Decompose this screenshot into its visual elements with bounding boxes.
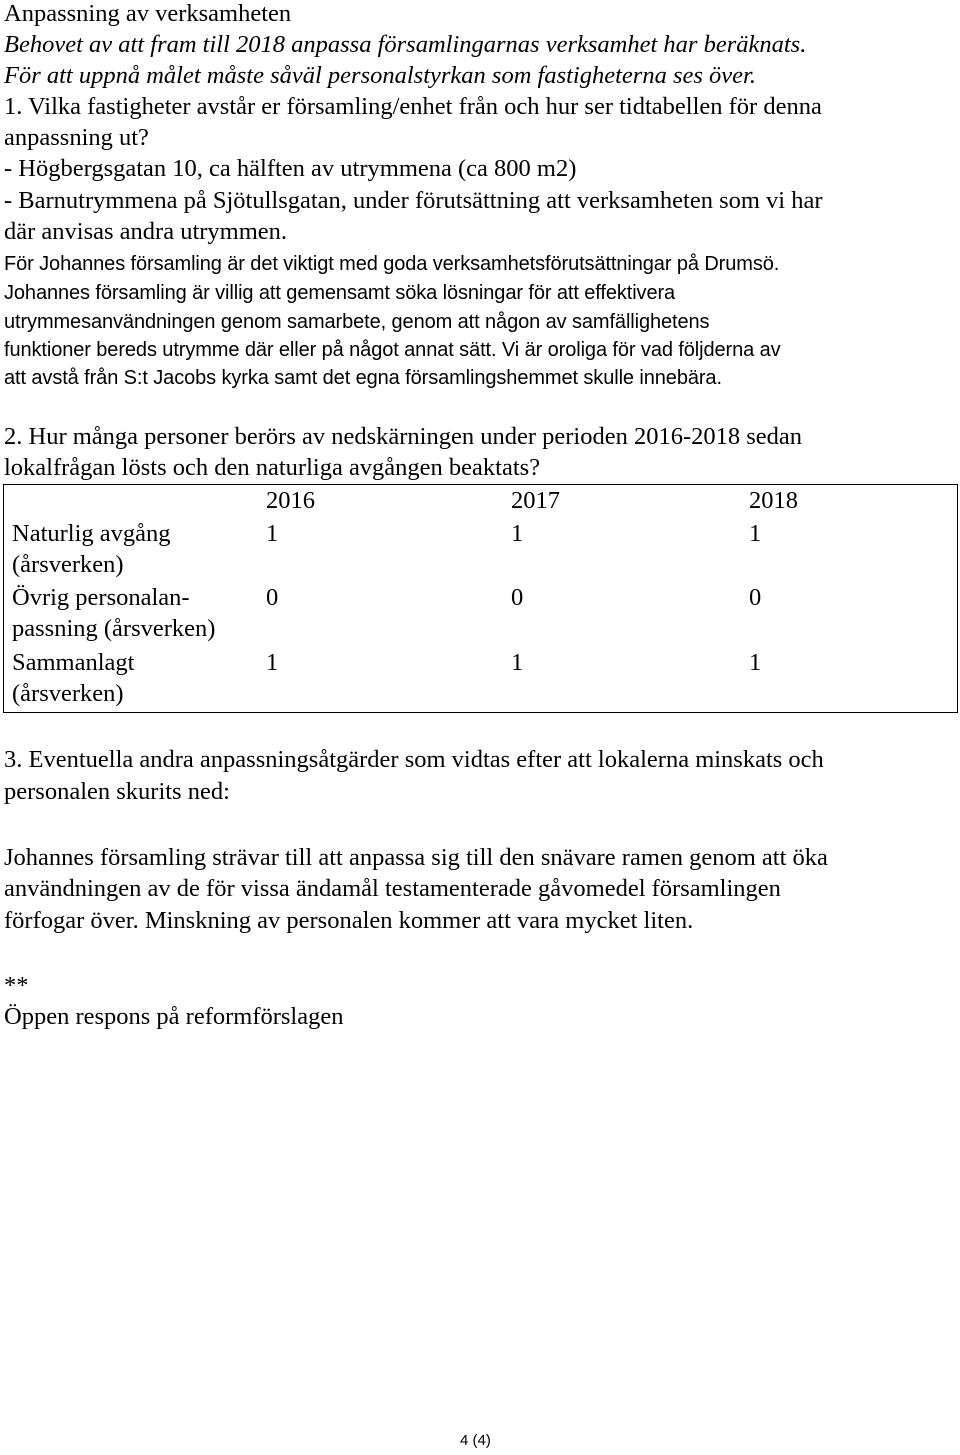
answer-1-line: där anvisas andra utrymmen. <box>4 218 288 245</box>
table-cell: 0 <box>266 584 279 611</box>
question-1-line: anpassning ut? <box>4 124 149 151</box>
table-cell: 1 <box>511 649 524 676</box>
table-cell: 1 <box>749 649 762 676</box>
answer-1-line: - Barnutrymmena på Sjötullsgatan, under förutsättning att verksamheten som vi har <box>4 187 823 214</box>
intro-line: Behovet av att fram till 2018 anpassa församlingarnas verksamhet har beräknats. <box>4 31 807 58</box>
table-row-label: Övrig personalan- <box>12 584 190 611</box>
question-3-line: 3. Eventuella andra anpassningsåtgärder som vidtas efter att lokalerna minskats och <box>4 746 824 773</box>
closing-line: Öppen respons på reformförslagen <box>4 1003 344 1030</box>
table-cell: 0 <box>511 584 524 611</box>
table-cell: 0 <box>749 584 762 611</box>
answer-3-line: Johannes församling strävar till att anpassa sig till den snävare ramen genom att öka <box>4 844 828 871</box>
answer-1-sans-line: Johannes församling är villig att gemensamt söka lösningar för att effektivera <box>4 282 676 304</box>
page-number: 4 (4) <box>460 1432 491 1449</box>
table-row-label: Naturlig avgång <box>12 520 171 547</box>
answer-1-sans-line: utrymmesanvändningen genom samarbete, genom att någon av samfällighetens <box>4 311 710 333</box>
table-row-label: Sammanlagt <box>12 649 135 676</box>
answer-1-sans-line: att avstå från S:t Jacobs kyrka samt det egna församlingshemmet skulle innebära. <box>4 367 722 389</box>
table-row-label: (årsverken) <box>12 680 124 707</box>
question-1-line: 1. Vilka fastigheter avstår er församling/enhet från och hur ser tidtabellen för denna <box>4 93 822 120</box>
question-2-line: lokalfrågan lösts och den naturliga avgången beaktats? <box>4 454 541 481</box>
table-cell: 1 <box>266 520 279 547</box>
intro-line: För att uppnå målet måste såväl personalstyrkan som fastigheterna ses över. <box>4 62 756 89</box>
table-header-year: 2018 <box>749 487 798 514</box>
table-row-label: (årsverken) <box>12 551 124 578</box>
answer-1-sans-line: funktioner bereds utrymme där eller på något annat sätt. Vi är oroliga för vad följderna av <box>4 339 781 361</box>
table-cell: 1 <box>266 649 279 676</box>
answer-3-line: förfogar över. Minskning av personalen kommer att vara mycket liten. <box>4 907 694 934</box>
table-row-label: passning (årsverken) <box>12 615 216 642</box>
section-separator: ** <box>4 972 29 999</box>
answer-1-line: - Högbergsgatan 10, ca hälften av utrymmena (ca 800 m2) <box>4 155 577 182</box>
page-title: Anpassning av verksamheten <box>4 0 292 27</box>
table-header-year: 2016 <box>266 487 315 514</box>
table-cell: 1 <box>511 520 524 547</box>
answer-1-sans-line: För Johannes församling är det viktigt med goda verksamhetsförutsättningar på Drumsö. <box>4 253 780 275</box>
table-cell: 1 <box>749 520 762 547</box>
table-header-year: 2017 <box>511 487 560 514</box>
question-2-line: 2. Hur många personer berörs av nedskärningen under perioden 2016-2018 sedan <box>4 423 803 450</box>
question-3-line: personalen skurits ned: <box>4 778 230 805</box>
answer-3-line: användningen av de för vissa ändamål testamenterade gåvomedel församlingen <box>4 875 781 902</box>
staff-reduction-table <box>3 484 958 713</box>
